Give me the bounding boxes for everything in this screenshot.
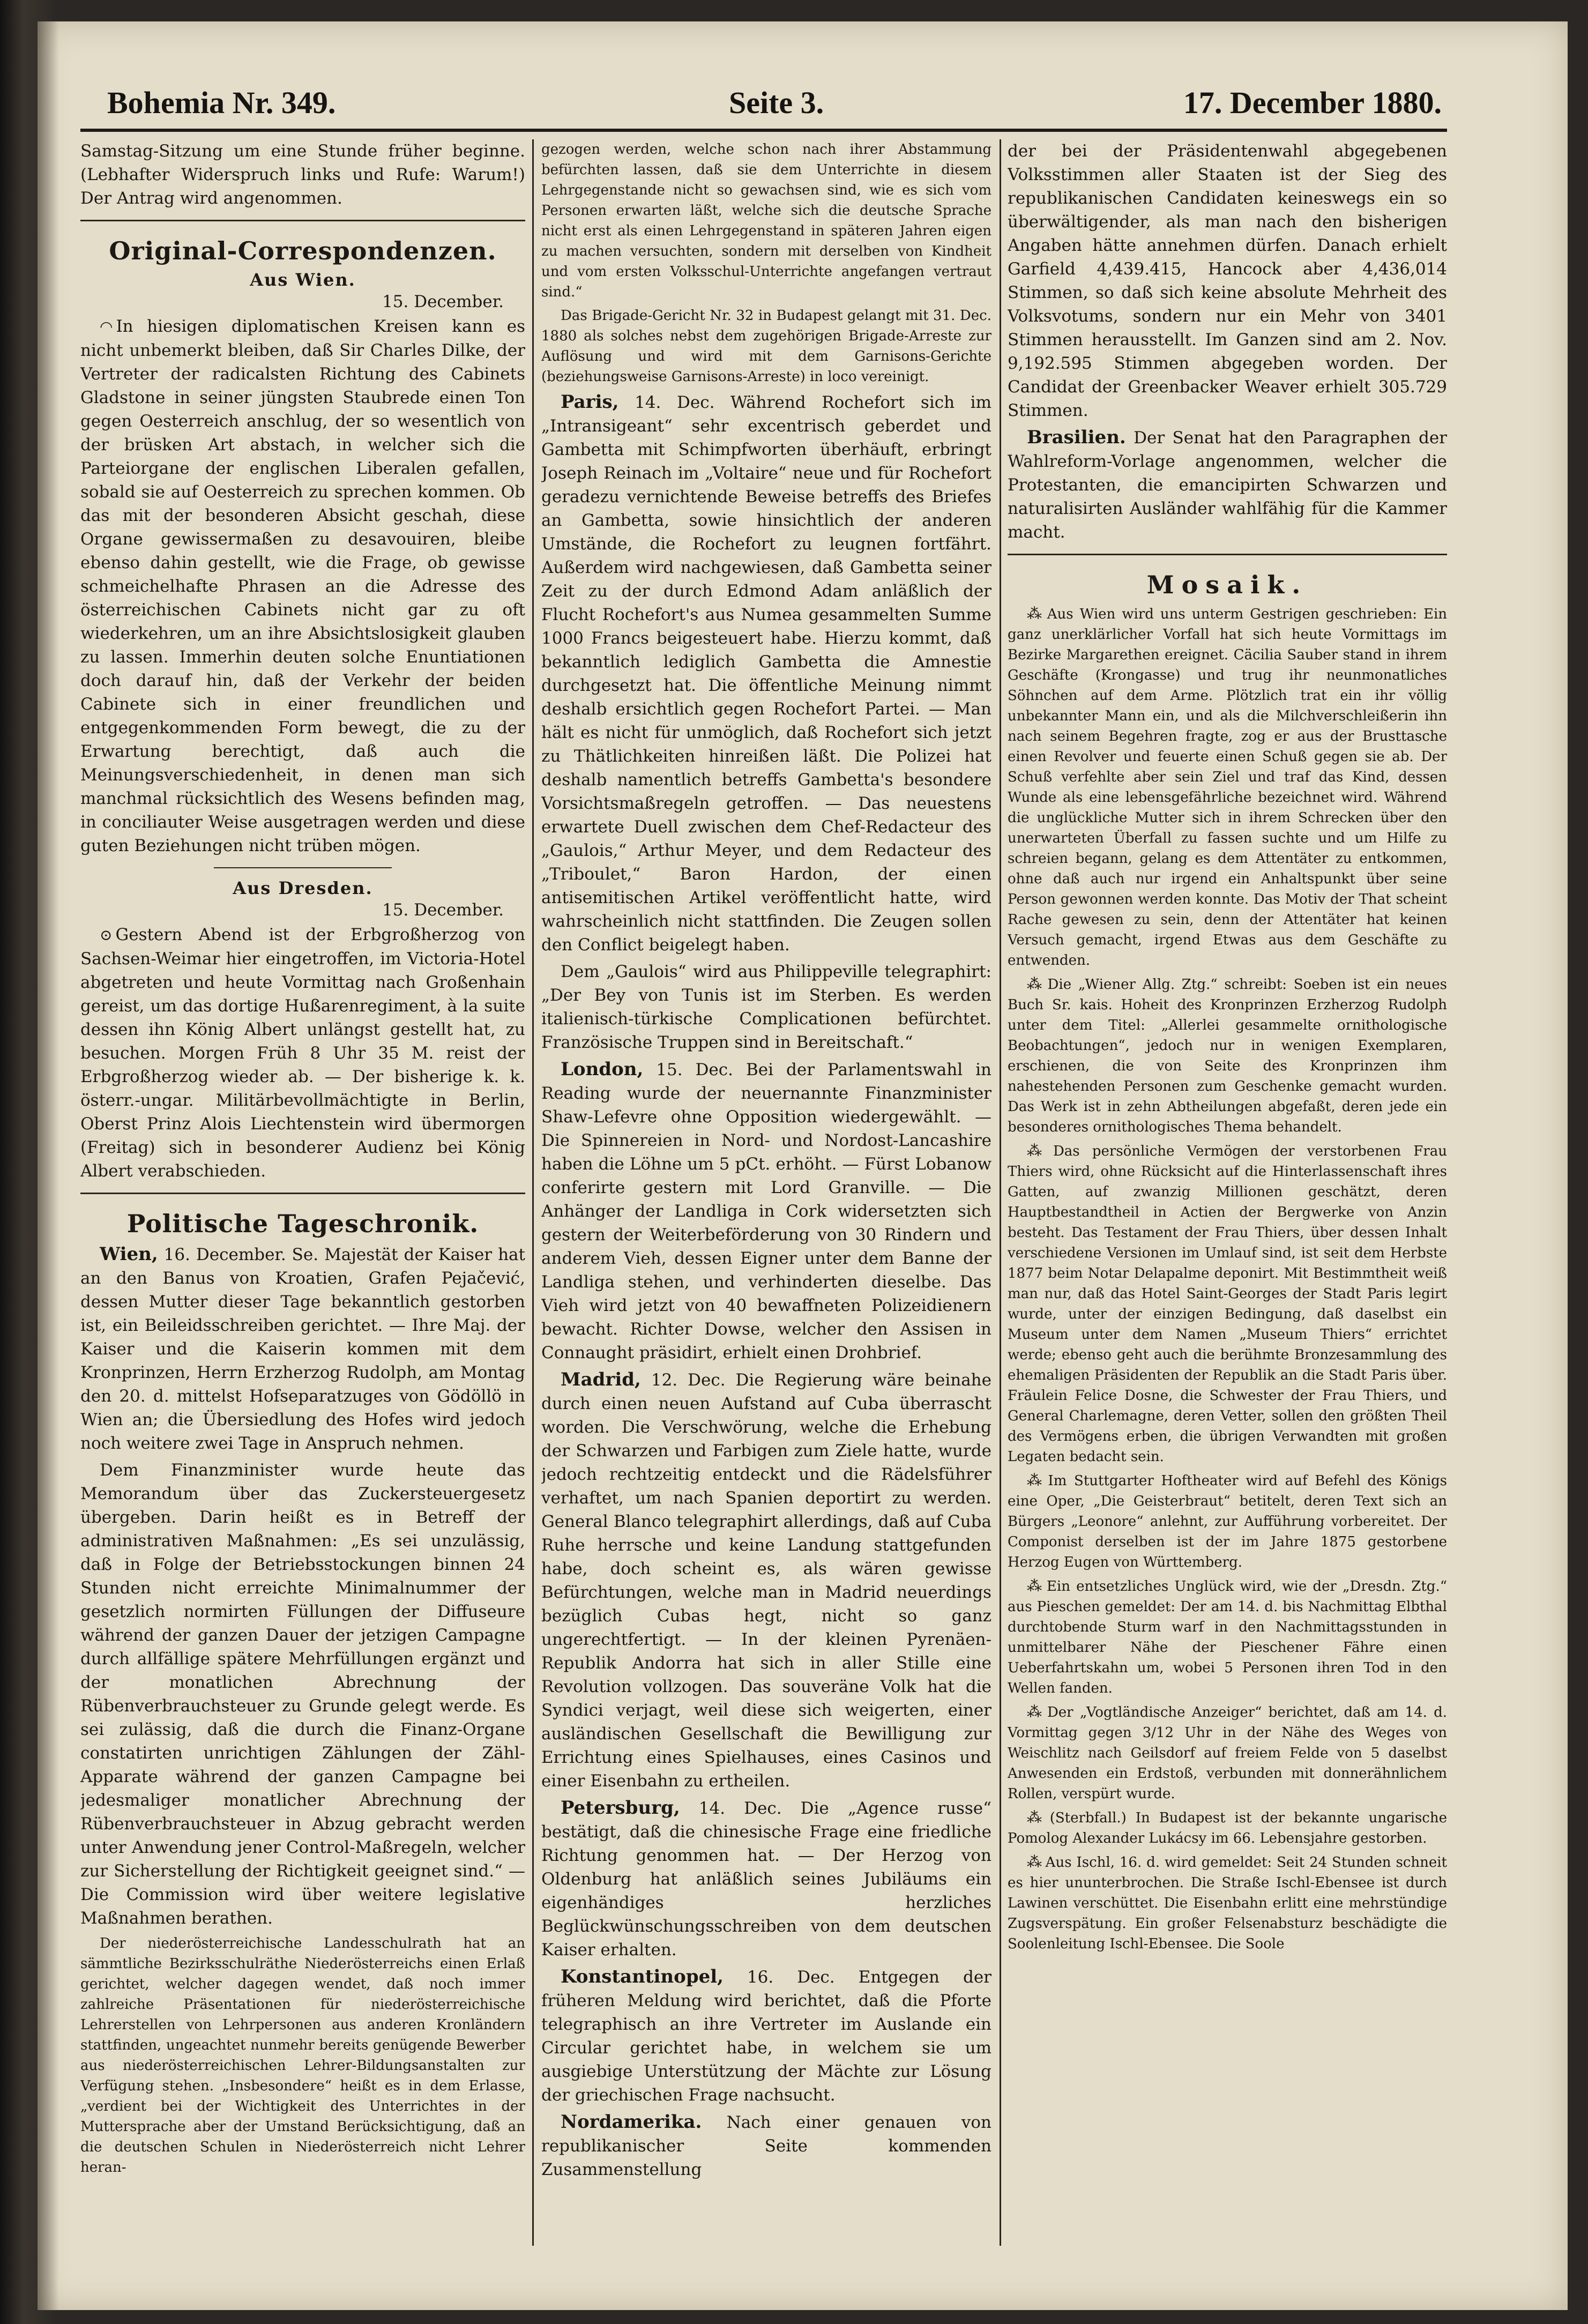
article-continuation: Samstag-Sitzung um eine Stunde früher beginne. (Lebhafter Widerspruch links und Rufe: Warum!) Der Antrag wird angenommen. bbox=[80, 141, 525, 208]
header-page-number: Seite 3. bbox=[729, 85, 824, 120]
article-paragraph: ◠ In hiesigen diplomatischen Kreisen kann es nicht unbemerkt bleiben, daß Sir Charles Dilke, der Vertreter der radicalsten Richtung des Cabinets Gladstone in seiner jüngsten Staubrede einen Ton gegen Oesterreich anschlug, der so wesentlich von der brüsken Art abstach, in welcher sich die Parteiorgane der englischen Liberalen gefallen, sobald sie auf Oesterreich zu sprechen kommen. Ob das mit der besonderen Absicht geschah, diese Organe gewissermaßen zu desavouiren, bleibe ebenso dahin gestellt, wie die Frage, ob gewisse schmeichelhafte Phrasen an die Adresse des österreichischen Cabinets nicht gar zu oft wiederkehren, um an ihre Absichtslosigkeit glauben zu lassen. Immerhin deuten solche Enuntiationen doch darauf hin, daß der Verkehr der beiden Cabinete sich in einer freundlichen und entgegenkommenden Form bewegt, die zu der Erwartung berechtigt, daß auch die Meinungsverschiedenheit, in denen man sich manchmal rücksichtlich des Wesens befinden mag, in conciliauter Weise ausgetragen werden und diese guten Beziehungen nicht trüben mögen. bbox=[80, 317, 525, 855]
dateline-place: Aus Dresden. bbox=[233, 878, 373, 898]
article-paragraph: Der niederösterreichische Landesschulrath hat an sämmtliche Bezirksschulräthe Niederösterreichs einen Erlaß gerichtet, welcher dagegen wendet, daß noch immer zahlreiche Präsentationen für niederösterreichische Lehrerstellen von Lehrpersonen aus anderen Kronländern stattfinden, ungeachtet nunmehr bereits genügende Bewerber aus niederösterreichischen Lehrer-Bildungsanstalten zur Verfügung stehen. „Insbesondere“ heißt es in dem Erlasse, „verdient bei der Wichtigkeit des Unterrichtes in der Muttersprache aber der Umstand Berücksichtigung, daß an die deutschen Schulen in Niederösterreich nicht Lehrer heran- bbox=[80, 1935, 525, 2176]
mosaik-item: ⁂ Ein entsetzliches Unglück wird, wie der „Dresdn. Ztg.“ aus Pieschen gemeldet: Der am 14. d. bis Nachmittag Elbthal durchtobende Sturm warf in den Nachmittagsstunden in unmittelbarer Nähe der Pieschener Fähre einen Ueberfahrtskahn um, wobei 5 Personen ihren Tod in den Wellen fanden. bbox=[1008, 1577, 1447, 1696]
article-paragraph: London, 15. Dec. Bei der Parlamentswahl in Reading wurde der neuernannte Finanzminister Shaw-Lefevre ohne Opposition wiedergewählt. — Die Spinnereien in Nord- und Nordost-Lancashire haben die Löhne um 5 pCt. erhöht. — Fürst Lobanow conferirte gestern mit Lord Granville. — Die Anhänger der Landliga in Cork widersetzten sich gestern der Weiterbeförderung von 30 Rindern und anderem Vieh, dessen Eigner unter dem Banne der Landliga stehen, und verhinderten dieselbe. Das Vieh wird jetzt von 40 bewaffneten Polizeidienern bewacht. Richter Dowse, welcher den Assisen in Connaught präsidirt, erhielt einen Drohbrief. bbox=[541, 1059, 991, 1362]
article-paragraph: Das Brigade-Gericht Nr. 32 in Budapest gelangt mit 31. Dec. 1880 als solches nebst dem zugehörigen Brigade-Arreste zur Auflösung und wird mit dem Garnisons-Gerichte (beziehungsweise Garnisons-Arreste) in loco vereinigt. bbox=[541, 308, 991, 385]
header-issue: Bohemia Nr. 349. bbox=[107, 85, 336, 120]
dateline-date: 15. December. bbox=[382, 900, 504, 920]
correspondent-mark-icon: ⊙ bbox=[100, 926, 113, 944]
article-paragraph: Petersburg, 14. Dec. Die „Agence russe“ bestätigt, daß die chinesische Frage eine friedliche Richtung genommen hat. — Der Herzog von Oldenburg hat anläßlich seines Jubiläums ein eigenhändiges herzliches Beglückwünschungsschreiben von dem deutschen Kaiser erhalten. bbox=[541, 1797, 991, 1960]
article-paragraph: Dem „Gaulois“ wird aus Philippeville telegraphirt: „Der Bey von Tunis ist im Sterben. Es werden italienisch-türkische Complicationen befürchtet. Französische Truppen sind in Bereitschaft.“ bbox=[541, 962, 991, 1052]
mosaik-item: ⁂ Das persönliche Vermögen der verstorbenen Frau Thiers wird, ohne Rücksicht auf die Hinterlassenschaft ihres Gatten, auf zwanzig Millionen geschätzt, deren Hauptbestandtheil in Actien der Bergwerke von Anzin besteht. Das Testament der Frau Thiers, über dessen Inhalt verschiedene Versionen im Umlauf sind, ist seit dem Herbste 1877 beim Notar Delapalme deponirt. Mit Bestimmtheit weiß man nur, daß das Hotel Saint-Georges der Stadt Paris legirt wurde, unter der einzigen Bedingung, daß daselbst ein Museum unter dem Namen „Museum Thiers“ errichtet werde; ebenso geht auch die berühmte Bronzesammlung des ehemaligen Präsidenten der Republik an die Stadt Paris über. Fräulein Felice Dosne, die Schwester der Frau Thiers, und General Charlemagne, deren Vetter, sollen den größten Theil des Vermögens erben, die übrigen Verwandten mit großen Legaten bedacht sein. bbox=[1008, 1142, 1447, 1465]
asterism-icon: ⁂ bbox=[1027, 1142, 1050, 1159]
article-paragraph: Dem Finanzminister wurde heute das Memorandum über das Zuckersteuergesetz übergeben. Darin heißt es in Betreff der administrativen Maßnahmen: „Es sei unzulässig, daß in Folge der Betriebsstockungen binnen 24 Stunden nicht erreichte Minimalnummer der gesetzlich normirten Füllungen der Diffuseure während der ganzen Dauer der jetzigen Campagne durch allfällige spätere Mehrfüllungen ergänzt und der monatlichen Abrechnung der Rübenverbrauchsteuer zu Grunde gelegt werde. Es sei zulässig, daß die durch die Finanz-Organe constatirten unrichtigen Zählungen der Zähl-Apparate während der ganzen Campagne bei jedesmaliger monatlicher Abrechnung der Rübenverbrauchsteuer in Abzug gebracht werden unter Anwendung jener Control-Maßregeln, welcher zur Sicherstellung der Richtigkeit geeignet sind.“ — Die Commission wird über weitere legislative Maßnahmen berathen. bbox=[80, 1461, 525, 1928]
header-date: 17. December 1880. bbox=[1183, 85, 1442, 120]
binding-shadow bbox=[0, 0, 59, 2324]
asterism-icon: ⁂ bbox=[1027, 605, 1044, 622]
dateline-date: 15. December. bbox=[382, 292, 504, 311]
asterism-icon: ⁂ bbox=[1027, 1577, 1043, 1595]
mosaik-item: ⁂ Der „Vogtländische Anzeiger“ berichtet, daß am 14. d. Vormittag gegen 3/12 Uhr in der Nähe des Weges von Weischlitz nach Geilsdorf auf freiem Felde von 5 daselbst Anwesenden ein Erdstoß, verbunden mit donnerähnlichem Rollen, verspürt wurde. bbox=[1008, 1703, 1447, 1802]
article-paragraph: Madrid, 12. Dec. Die Regierung wäre beinahe durch einen neuen Aufstand auf Cuba überrascht worden. Die Verschwörung, welche die Erhebung der Schwarzen und Farbigen zum Ziele hatte, wurde jedoch rechtzeitig entdeckt und die Rädelsführer verhaftet, um nach Spanien deportirt zu werden. General Blanco telegraphirt allerdings, daß auf Cuba Ruhe herrsche und keine Landung stattgefunden habe, doch scheint es, als wären gewisse Befürchtungen, welche man in Madrid neuerdings bezüglich Cubas hegt, nicht so ganz ungerechtfertigt. — In der kleinen Pyrenäen-Republik Andorra hat sich in aller Stille eine Revolution vollzogen. Das souveräne Volk hat die Syndici verjagt, weil diese sich weigerten, einer ausländischen Gesellschaft die Bewilligung zur Errichtung eines Spielhauses, eines Casinos und einer Eisenbahn zu ertheilen. bbox=[541, 1369, 991, 1791]
mosaik-item: ⁂ Aus Ischl, 16. d. wird gemeldet: Seit 24 Stunden schneit es hier ununterbrochen. Die Straße Ischl-Ebensee ist durch Lawinen verschüttet. Die Eisenbahn erlitt eine mehrstündige Zugsverspätung. Ein großer Felsenabsturz beschädigte die Soolenleitung Ischl-Ebensee. Die Soole bbox=[1008, 1853, 1447, 1952]
divider bbox=[214, 867, 392, 868]
divider bbox=[1008, 554, 1447, 555]
asterism-icon: ⁂ bbox=[1027, 1853, 1042, 1871]
column-2 bbox=[541, 139, 991, 2262]
article-continuation: gezogen werden, welche schon nach ihrer Abstammung befürchten lassen, daß sie dem Unterrichte in diesem Lehrgegenstande nicht so gewachsen sind, wie es sich vom Personen erwarten läßt, welche sich die deutsche Sprache nicht erst als einen Lehrgegenstand in späteren Jahren eigen zu machen versuchten, sondern mit derselben von Kindheit und vom ersten Volksschul-Unterrichte angefangen vertraut sind.“ bbox=[541, 141, 991, 300]
column-3 bbox=[1008, 139, 1447, 2262]
column-rule bbox=[1000, 139, 1001, 2246]
header-rule bbox=[80, 129, 1447, 132]
mosaik-item: ⁂ Im Stuttgarter Hoftheater wird auf Befehl des Königs eine Oper, „Die Geisterbraut“ betitelt, deren Text sich an Bürgers „Leonore“ anlehnt, zur Aufführung vorbereitet. Der Componist derselben ist der im Jahre 1875 gestorbene Herzog Eugen von Württemberg. bbox=[1008, 1471, 1447, 1570]
column-rule bbox=[532, 139, 534, 2246]
mosaik-item: ⁂ Die „Wiener Allg. Ztg.“ schreibt: Soeben ist ein neues Buch Sr. kais. Hoheit des Kronprinzen Erzherzog Rudolph unter dem Titel: „Allerlei gesammelte ornithologische Beobachtungen“, jedoch nur in wenigen Exemplaren, erschienen, die von Seite des Kronprinzen ihm nahestehenden Personen zum Geschenke gemacht wurden. Das Werk ist in zehn Abtheilungen abgefaßt, deren jede ein besonderes ornithologisches Thema behandelt. bbox=[1008, 975, 1447, 1135]
asterism-icon: ⁂ bbox=[1027, 1471, 1045, 1489]
page-header bbox=[70, 75, 1442, 123]
article-paragraph: Paris, 14. Dec. Während Rochefort sich im „Intransigeant“ sehr excentrisch geberdet und Gambetta mit Schimpfworten überhäuft, erbringt Joseph Reinach im „Voltaire“ neue und für Rochefort geradezu vernichtende Beweise betreffs des Briefes an Gambetta, sowie hinsichtlich der anderen Umstände, die Rochefort zu leugnen fortfährt. Außerdem wird nachgewiesen, daß Gambetta seiner Zeit zu der durch Edmond Adam anläßlich der Flucht Rochefort's aus Numea gesammelten Summe 1000 Francs beigesteuert habe. Hierzu kommt, daß bekanntlich lediglich Gambetta die Amnestie durchgesetzt hat. Die öffentliche Meinung nimmt deshalb ersichtlich gegen Rochefort Partei. — Man hält es nicht für unmöglich, daß Rochefort sich jetzt zu Thätlichkeiten hinreißen läßt. Die Polizei hat deshalb namentlich betreffs Gambetta's besondere Vorsichtsmaßregeln getroffen. — Das neuestens erwartete Duell zwischen dem Chef-Redacteur des „Gaulois,“ Arthur Meyer, und dem Redacteur des „Triboulet,“ Baron Hardon, der einen antisemitischen Artikel veröffentlicht hatte, wird wahrscheinlich nicht stattfinden. Die Zeugen sollen den Conflict beigelegt haben. bbox=[541, 391, 991, 955]
asterism-icon: ⁂ bbox=[1027, 975, 1045, 993]
article-continuation: der bei der Präsidentenwahl abgegebenen Volksstimmen aller Staaten ist der Sieg des republikanischen Candidaten keineswegs ein so überwältigender, als man nach den bisherigen Angaben hätte annehmen dürfen. Danach erhielt Garfield 4,439.415, Hancock aber 4,436,014 Stimmen, so daß sich keine absolute Mehrheit des Volksvotums, sondern nur ein Mehr von 3401 Stimmen herausstellt. Im Ganzen sind am 2. Nov. 9,192.595 Stimmen abgegeben worden. Der Candidat der Greenbacker Weaver erhielt 305.729 Stimmen. bbox=[1008, 141, 1447, 420]
section-title: Politische Tageschronik. bbox=[126, 1209, 479, 1238]
asterism-icon: ⁂ bbox=[1027, 1808, 1047, 1826]
article-paragraph: Brasilien. Der Senat hat den Paragraphen der Wahlreform-Vorlage angenommen, welcher die Protestanten, die emancipirten Schwarzen und naturalisirten Ausländer wahlfähig für die Kammer macht. bbox=[1008, 427, 1447, 542]
asterism-icon: ⁂ bbox=[1027, 1703, 1044, 1720]
article-paragraph: ⊙ Gestern Abend ist der Erbgroßherzog von Sachsen-Weimar hier eingetroffen, im Victoria-Hotel abgetreten und heute Vormittag nach Großenhain gereist, um das dortige Hußarenregiment, à la suite dessen ihn König Albert unlängst gestellt hat, zu besuchen. Morgen Früh 8 Uhr 35 M. reist der Erbgroßherzog wieder ab. — Der bisherige k. k. österr.-ungar. Militärbevollmächtigte in Berlin, Oberst Prinz Alois Liechtenstein wird übermorgen (Freitag) sich in besonderer Audienz bei König Albert verabschieden. bbox=[80, 925, 525, 1181]
divider bbox=[80, 220, 525, 221]
section-title: Original-Correspondenzen. bbox=[109, 236, 497, 265]
divider bbox=[80, 1193, 525, 1194]
column-1 bbox=[80, 139, 525, 2262]
article-paragraph: Konstantinopel, 16. Dec. Entgegen der früheren Meldung wird berichtet, daß die Pforte telegraphisch an ihre Vertreter im Auslande ein Circular gerichtet habe, in welchem sie um ausgiebige Unterstützung der Mächte zur Lösung der griechischen Frage nachsucht. bbox=[541, 1966, 991, 2105]
article-paragraph: Wien, 16. December. Se. Majestät der Kaiser hat an den Banus von Kroatien, Grafen Pejačević, dessen Mutter dieser Tage bekanntlich gestorben ist, ein Beileidsschreiben gerichtet. — Ihre Maj. der Kaiser und die Kaiserin kommen mit dem Kronprinzen, Herrn Erzherzog Rudolph, am Montag den 20. d. mittelst Hofseparatzuges von Gödöllö in Wien an; die Übersiedlung des Hofes wird jedoch noch weitere zwei Tage in Anspruch nehmen. bbox=[80, 1243, 525, 1453]
mosaik-item: ⁂ Aus Wien wird uns unterm Gestrigen geschrieben: Ein ganz unerklärlicher Vorfall hat sich heute Vormittags im Bezirke Margarethen ereignet. Cäcilia Sauber stand in ihrem Geschäfte (Krongasse) und trug ihr neunmonatliches Söhnchen auf dem Arme. Plötzlich trat ein ihr völlig unbekannter Mann ein, und als die Milchverschleißerin ihn nach seinem Begehren fragte, zog er aus der Brusttasche einen Revolver und feuerte einen Schuß gegen sie ab. Der Schuß verfehlte aber sein Ziel und traf das Kind, dessen Wunde als eine lebensgefährliche bezeichnet wird. Während die unglückliche Mutter sich in ihrem Schrecken über den unerwarteten Überfall zu fassen suchte und um Hilfe zu schreien begann, gelang es dem Attentäter zu entkommen, ohne daß auch nur irgend ein Anhaltspunkt über seine Person gewonnen werden konnte. Das Motiv der That scheint Rache gewesen zu sein, denn der Attentäter hat keinen Versuch gemacht, irgend Etwas aus dem Geschäfte zu entwenden. bbox=[1008, 605, 1447, 969]
dateline-place: Aus Wien. bbox=[250, 270, 356, 290]
article-paragraph: Nordamerika. Nach einer genauen von republikanischer Seite kommenden Zusammenstellung bbox=[541, 2111, 991, 2179]
section-title: Mosaik. bbox=[1146, 570, 1308, 599]
correspondent-mark-icon: ◠ bbox=[100, 318, 113, 336]
mosaik-item: ⁂ (Sterbfall.) In Budapest ist der bekannte ungarische Pomolog Alexander Lukácsy im 66. Lebensjahre gestorben. bbox=[1008, 1808, 1447, 1846]
